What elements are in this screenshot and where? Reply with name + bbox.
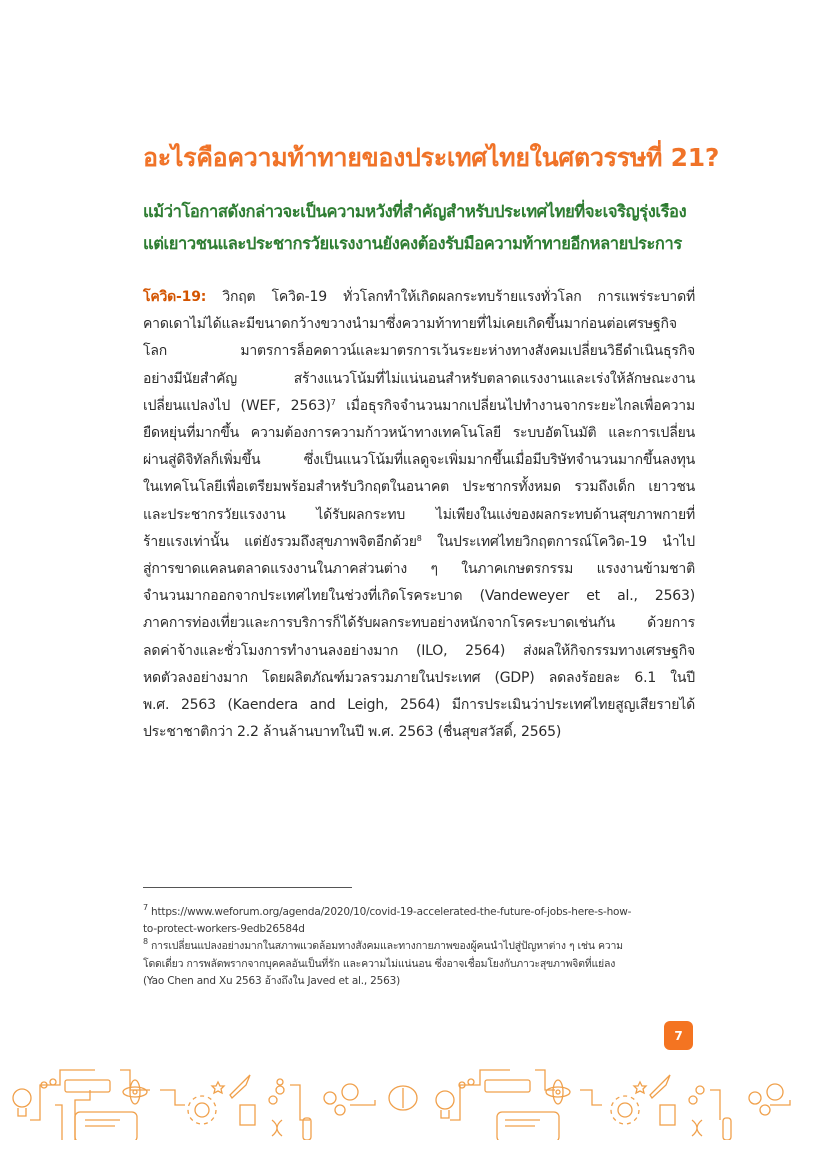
document-icon xyxy=(240,1105,675,1125)
footnote-8-cont: (Yao Chen and Xu 2563 อ้างถึงใน Javed et al., 2563) xyxy=(143,974,400,987)
paragraph-line: ร้ายแรงเท่านั้น แต่ยังรวมถึงสุขภาพจิตอีกด้วย$^8$ ในประเทศไทยวิกฤตการณ์โควิด-19 นำไป xyxy=(143,533,695,550)
footnote-7[interactable]: $^7$ https://www.weforum.org/agenda/2020/10/covid-19-accelerated-the-future-of-jobs-here-s-how- xyxy=(143,903,632,918)
footnote-8-cont: โดดเดี่ยว การพลัดพรากจากบุคคลอันเป็นที่รัก และความไม่แน่นอน ซึ่งอาจเชื่อมโยงกับภาวะสุขภาพจิตที่แย่ลง xyxy=(143,957,616,970)
footnote-ref-8[interactable]: 8 xyxy=(416,533,422,543)
paragraph-line: ประชาชาติกว่า 2.2 ล้านล้านบาทในปี พ.ศ. 2563 (ชื่นสุขสวัสดิ์, 2565) xyxy=(143,724,562,741)
lead-label: โควิด-19: xyxy=(143,289,207,305)
lightbulb-icon xyxy=(436,1091,454,1118)
paragraph-line: พ.ศ. 2563 (Kaendera and Leigh, 2564) มีการประเมินว่าประเทศไทยสูญเสียรายได้ xyxy=(143,697,695,714)
lightbulb-icon xyxy=(13,1089,31,1116)
paragraph-line: และประชากรวัยแรงงาน ได้รับผลกระทบ ไม่เพียงในแง่ของผลกระทบด้านสุขภาพกายที่ xyxy=(143,506,695,523)
paragraph-line: คาดเดาไม่ได้และมีขนาดกว้างขวางนำมาซึ่งความท้าทายที่ไม่เคยเกิดขึ้นมาก่อนต่อเศรษฐกิจ xyxy=(143,316,677,333)
circuit-lines-icon xyxy=(30,1070,790,1140)
subtitle-line: แต่เยาวชนและประชากรวัยแรงงานยังคงต้องรับมือความท้าทายอีกหลายประการ xyxy=(143,234,682,253)
science-decoration-banner xyxy=(0,1060,835,1140)
dna-icon xyxy=(272,1120,702,1136)
page-number-badge: 7 xyxy=(664,1021,693,1050)
brain-icon xyxy=(389,1086,417,1110)
paragraph-line: อย่างมีนัยสำคัญ สร้างแนวโน้มที่ไม่แน่นอนสำหรับตลาดแรงงานและเร่งให้ลักษณะงาน xyxy=(143,370,695,387)
paragraph-line: โควิด-19: วิกฤต โควิด-19 ทั่วโลกทำให้เกิดผลกระทบร้ายแรงทั่วโลก การแพร่ระบาดที่ xyxy=(143,289,695,305)
footnote-ref-7[interactable]: 7 xyxy=(330,397,336,407)
paragraph-line: ยืดหยุ่นที่มากขึ้น ความต้องการความก้าวหน้าทางเทคโนโลยี ระบบอัตโนมัติ และการเปลี่ยน xyxy=(143,425,695,442)
footnotes xyxy=(143,904,695,990)
paragraph-line: จำนวนมากออกจากประเทศไทยในช่วงที่เกิดโรคระบาด (Vandeweyer et al., 2563) xyxy=(143,588,695,605)
page-title: อะไรคือความท้าทายของประเทศไทยในศตวรรษที่ 21? xyxy=(143,143,720,172)
footnote-8: $^8$ การเปลี่ยนแปลงอย่างมากในสภาพแวดล้อมทางสังคมและทางกายภาพของผู้คนนำไปสู่ปัญหาต่าง ๆ เช่น ความ xyxy=(143,937,623,953)
paragraph-line: เปลี่ยนแปลงไป (WEF, 2563)$^7$ เมื่อธุรกิจจำนวนมากเปลี่ยนไปทำงานจากระยะไกลเพื่อความ xyxy=(143,397,695,414)
subtitle-line: แม้ว่าโอกาสดังกล่าวจะเป็นความหวังที่สำคัญสำหรับประเทศไทยที่จะเจริญรุ่งเรือง xyxy=(143,202,687,221)
footnote-7-cont[interactable]: to-protect-workers-9edb26584d xyxy=(143,923,305,936)
monitor-icon xyxy=(75,1112,559,1140)
paragraph-line: หดตัวลงอย่างมาก โดยผลิตภัณฑ์มวลรวมภายในประเทศ (GDP) ลดลงร้อยละ 6.1 ในปี xyxy=(143,669,695,686)
paragraph-line: สู่การขาดแคลนตลาดแรงงานในภาคส่วนต่าง ๆ ในภาคเกษตรกรรม แรงงานข้ามชาติ xyxy=(143,561,695,578)
footnote-divider xyxy=(143,887,352,888)
paragraph-line: ในเทคโนโลยีเพื่อเตรียมพร้อมสำหรับวิกฤตในอนาคต ประชากรทั้งหมด รวมถึงเด็ก เยาวชน xyxy=(143,479,695,496)
test-tube-icon xyxy=(303,1118,731,1140)
paragraph-line: ผ่านสู่ดิจิทัลก็เพิ่มขึ้น ซึ่งเป็นแนวโน้มที่แลดูจะเพิ่มมากขึ้นเมื่อมีบริษัทจำนวนมากขึ้นลงทุน xyxy=(143,452,695,469)
paragraph-line: ภาคการท่องเที่ยวและการบริการก็ได้รับผลกระทบอย่างหนักจากโรคระบาดเช่นกัน ด้วยการ xyxy=(143,615,695,632)
section-subtitle xyxy=(143,196,703,260)
body-paragraph xyxy=(143,284,695,746)
paragraph-line: โลก มาตรการล็อคดาวน์และมาตรการเว้นระยะห่างทางสังคมเปลี่ยนวิธีดำเนินธุรกิจ xyxy=(143,343,695,360)
paragraph-line: ลดค่าจ้างและชั่วโมงการทำงานลงอย่างมาก (ILO, 2564) ส่งผลให้กิจกรรมทางเศรษฐกิจ xyxy=(143,642,695,659)
rocket-icon xyxy=(230,1075,670,1098)
